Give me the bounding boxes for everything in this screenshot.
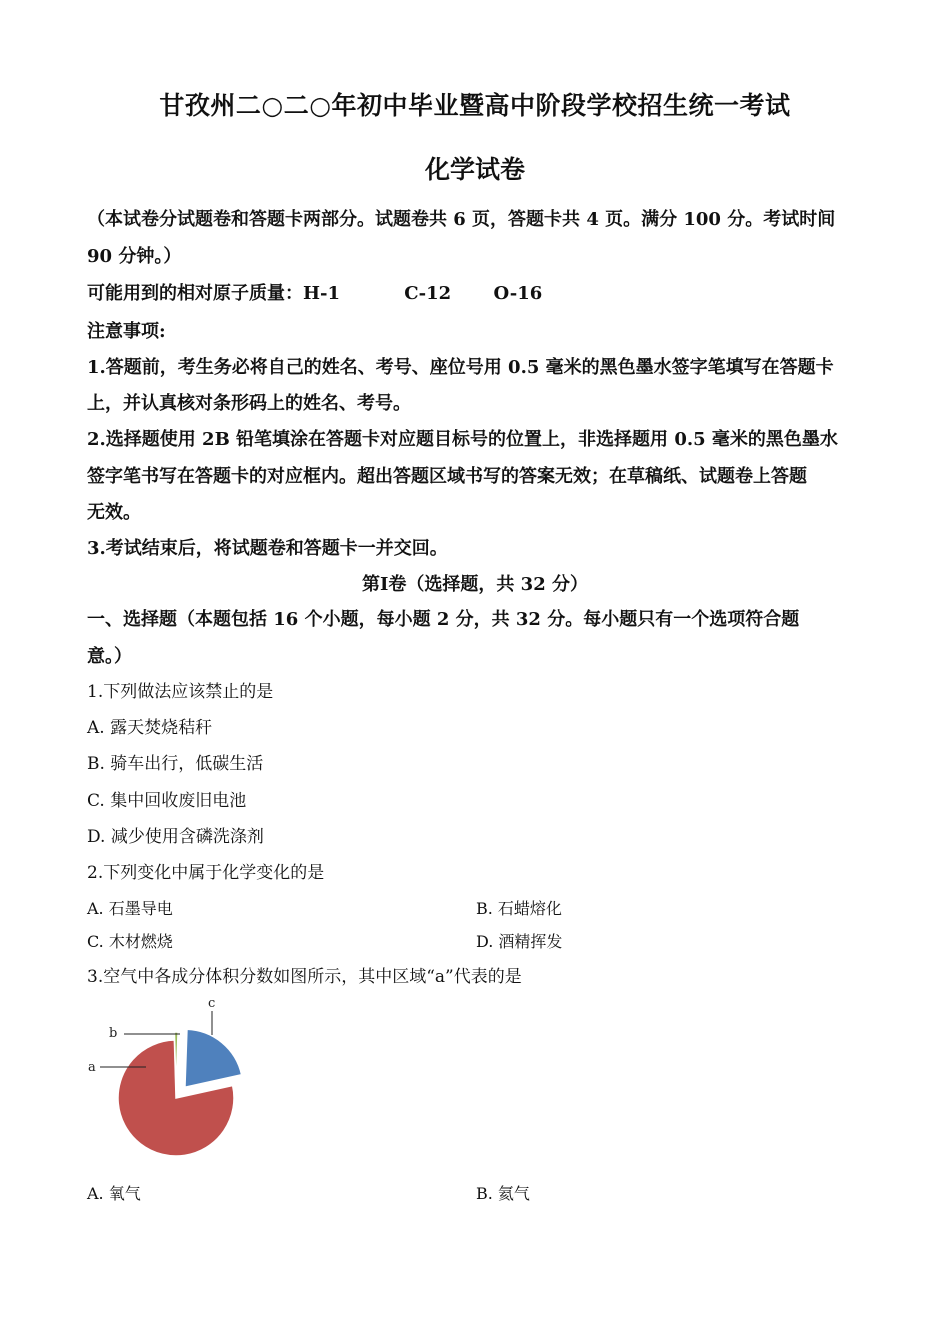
question-1-option-a: A. 露天焚烧秸秆 (87, 718, 213, 738)
intro-line-1: （本试卷分试题卷和答题卡两部分。试题卷共 6 页，答题卡共 4 页。满分 100 分。考试时间 (87, 209, 836, 230)
exam-title: 甘孜州二○二○年初中毕业暨高中阶段学校招生统一考试 (159, 91, 791, 120)
note-1-line-1: 1.答题前，考生务必将自己的姓名、考号、座位号用 0.5 毫米的黑色墨水签字笔填写在答题卡 (87, 357, 834, 378)
note-2-line-1: 2.选择题使用 2B 铅笔填涂在答题卡对应题目标号的位置上，非选择题用 0.5 毫米的黑色墨水 (87, 429, 838, 450)
question-1-option-d: D. 减少使用含磷洗涤剂 (87, 827, 264, 847)
intro-line-2: 90 分钟。） (87, 246, 182, 267)
question-1-stem: 1.下列做法应该禁止的是 (87, 682, 274, 702)
question-1-option-c: C. 集中回收废旧电池 (87, 791, 247, 811)
atomic-mass-c: C-12 (404, 283, 452, 304)
exam-subtitle: 化学试卷 (424, 155, 525, 184)
question-3-stem: 3.空气中各成分体积分数如图所示，其中区域“a”代表的是 (87, 967, 522, 987)
pie-slice-c (185, 1029, 242, 1087)
atomic-mass-h: 可能用到的相对原子质量：H-1 (87, 283, 341, 304)
part-heading-line-1: 一、选择题（本题包括 16 个小题，每小题 2 分，共 32 分。每小题只有一个选项符合题 (87, 609, 800, 630)
part-heading-line-2: 意。） (87, 646, 132, 667)
atomic-mass-line (87, 279, 542, 305)
question-2-stem: 2.下列变化中属于化学变化的是 (87, 863, 325, 883)
question-2-option-c: C. 木材燃烧 (87, 932, 173, 951)
question-2-option-d: D. 酒精挥发 (476, 932, 563, 951)
note-1-line-2: 上，并认真核对条形码上的姓名、考号。 (87, 393, 411, 414)
note-3: 3.考试结束后，将试题卷和答题卡一并交回。 (87, 538, 448, 559)
question-3-option-a: A. 氧气 (87, 1184, 141, 1203)
air-composition-pie-chart (84, 995, 264, 1165)
notes-heading: 注意事项: (87, 321, 166, 342)
question-3-option-b: B. 氦气 (476, 1184, 530, 1203)
question-2-option-b: B. 石蜡熔化 (476, 899, 562, 918)
note-2-line-2: 签字笔书写在答题卡的对应框内。超出答题区域书写的答案无效；在草稿纸、试题卷上答题 (87, 466, 807, 487)
pie-label-b: b (109, 1026, 118, 1041)
note-2-line-3: 无效。 (87, 502, 141, 523)
question-2-option-a: A. 石墨导电 (87, 899, 173, 918)
section-title: 第Ⅰ卷（选择题，共 32 分） (361, 574, 588, 595)
pie-label-a: a (88, 1060, 96, 1075)
question-1-option-b: B. 骑车出行，低碳生活 (87, 754, 264, 774)
atomic-mass-o: O-16 (493, 283, 543, 304)
pie-label-c: c (208, 996, 216, 1011)
